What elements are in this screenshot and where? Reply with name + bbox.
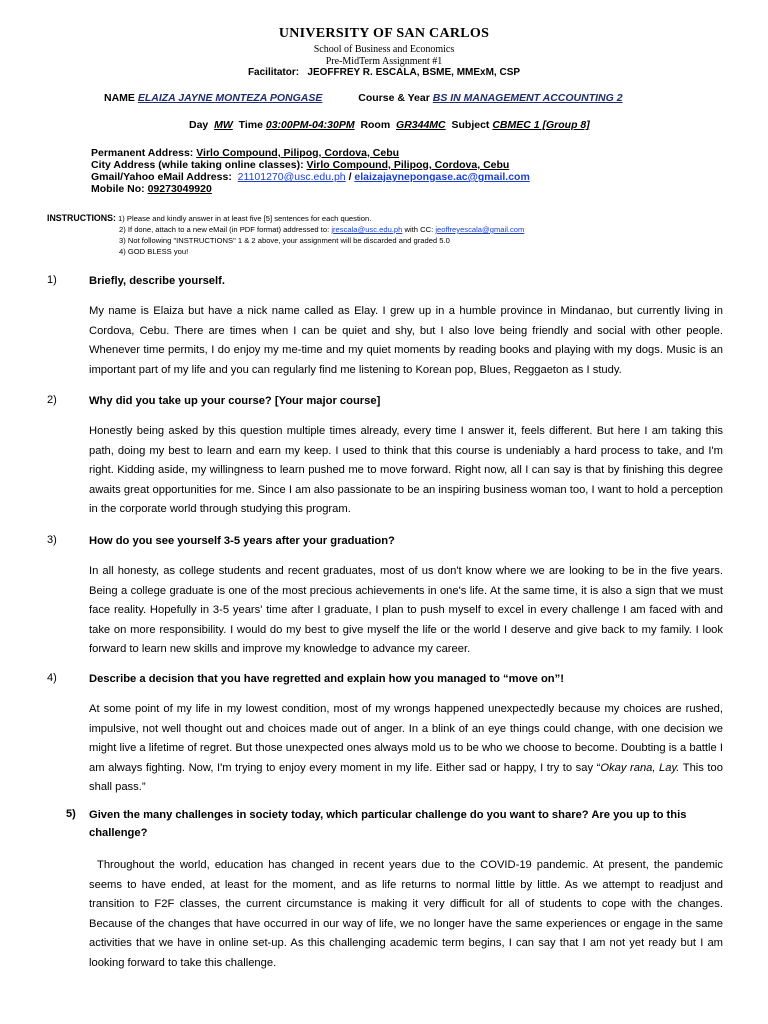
instructions-label: INSTRUCTIONS: — [47, 213, 116, 223]
name-course-line — [104, 92, 623, 104]
time-value: 03:00PM-04:30PM — [265, 119, 355, 131]
facilitator-line — [0, 67, 768, 78]
answer-text: In all honesty, as college students and recent graduates, most of us don't know where we are looking to be in the five years. Being a college graduate is one of the most precious achievements in one's life. At the same time, it is also a sign that we must face reality. Hopefully in 3-5 years' time after I graduate, I plan to push myself to excel in every challenge I am faced with and take on more responsibility. I would do my best to give myself the life or the world I deserve and give back to my family. I look forward to learn new skills and improve my knowledge to advance my career. — [89, 565, 723, 655]
question-text: Given the many challenges in society today, which particular challenge do you want to share? Are you up to this challenge? — [89, 809, 687, 839]
time-label: Time — [238, 119, 263, 131]
university-title: UNIVERSITY OF SAN CARLOS — [278, 26, 490, 41]
facilitator-label: Facilitator: — [247, 67, 300, 78]
room-label: Room — [360, 119, 391, 131]
question-number: 5) — [66, 808, 76, 820]
school-name: School of Business and Economics — [313, 44, 455, 55]
instructions-block — [47, 213, 524, 257]
city-address-line — [91, 159, 509, 171]
question-text: Why did you take up your course? [Your major course] — [89, 395, 381, 407]
course-label: Course & Year — [358, 92, 430, 104]
email-link-2[interactable]: elaizajaynepongase.ac@gmail.com — [354, 171, 530, 183]
email-link-1[interactable]: 21101270@usc.edu.ph — [237, 171, 346, 183]
instruction-row-1 — [47, 213, 524, 224]
subject-label: Subject — [451, 119, 490, 131]
answer-text — [89, 700, 723, 798]
permanent-address-label: Permanent Address: — [91, 147, 194, 159]
answer-text: Honestly being asked by this question multiple times already, every time I answer it, feels different. But here I am taking this path, doing my best to learn and earn my keep. I used to think that this course is undeniably a hard process to take, and I'm right. Kidding aside, my willingness to learn pushed me to move forward. Right now, all I can say is that by finishing this degree awaits great opportunities for me. Since I am also passionate to be an inspiring business woman too, I want to hold a perception in the corporate world through studying this program. — [89, 425, 723, 515]
question-number: 2) — [47, 394, 57, 406]
question-text: How do you see yourself 3-5 years after your graduation? — [89, 535, 395, 547]
room-value: GR344MC — [396, 119, 446, 131]
instruction-2a: 2) If done, attach to a new eMail (in PDF format) addressed to: — [119, 225, 330, 234]
mobile-value: 09273049920 — [147, 183, 212, 195]
email-separator: / — [348, 171, 352, 183]
mobile-label: Mobile No: — [91, 183, 145, 195]
answer-italic-quote: Okay rana, Lay. — [600, 761, 680, 774]
schedule-line — [189, 119, 590, 131]
course-value: BS IN MANAGEMENT ACCOUNTING 2 — [432, 92, 623, 104]
email-line — [91, 171, 530, 183]
answer-text: Throughout the world, education has changed in recent years due to the COVID-19 pandemic. At present, the pandemic seems to have ended, at least for the moment, and as life returns to normal little by little. As we attempt to readjust and transition to F2F classes, the current circumstance is making it very difficult for all of students to cope with the changes. Because of the changes that have occurred in our way of life, we no longer have the same experiences or engage in the same activities that we have in online set-up. As this challenging academic term begins, I can say that I am not yet ready but I am looking forward to take this challenge. — [89, 859, 723, 969]
question-text: Briefly, describe yourself. — [89, 275, 225, 287]
city-address-label: City Address (while taking online classes): — [91, 159, 304, 171]
day-label: Day — [189, 119, 209, 131]
question-number: 1) — [47, 274, 57, 286]
student-name: ELAIZA JAYNE MONTEZA PONGASE — [137, 92, 323, 104]
instruction-cc-link[interactable]: jeoffreyescala@gmail.com — [435, 225, 525, 234]
facilitator-name: JEOFFREY R. ESCALA, BSME, MMExM, CSP — [307, 67, 521, 78]
instruction-email-link[interactable]: jrescala@usc.edu.ph — [331, 225, 403, 234]
mobile-line — [91, 183, 212, 195]
city-address-value: Virlo Compound, Pilipog, Cordova, Cebu — [306, 159, 510, 171]
email-label: Gmail/Yahoo eMail Address: — [91, 171, 232, 183]
instruction-1: 1) Please and kindly answer in at least five [5] sentences for each question. — [118, 214, 372, 223]
subject-value: CBMEC 1 [Group 8] — [492, 119, 590, 131]
answer-text-part: At some point of my life in my lowest condition, most of my wrongs happened unexpectedly because my choices are rushed, impulsive, not well thought out and choices made out of anger. In a blink of an eye things could change, with one decision we might live a lifetime of regret. But those unexpected ones always mold us to be who we choose to become. Doubting is a battle I am always fighting. Now, I'm trying to enjoy every moment in my life. Either sad or happy, I try to say “ — [89, 703, 723, 774]
question-number: 3) — [47, 534, 57, 546]
day-value: MW — [214, 119, 233, 131]
question-text: Describe a decision that you have regretted and explain how you managed to “move on”! — [89, 673, 564, 685]
answer-text: My name is Elaiza but have a nick name called as Elay. I grew up in a humble province in Mindanao, but currently living in Cordova, Cebu. There are times when I can be quiet and shy, but I also love being friendly and social with other people. Whenever time permits, I do enjoy my me-time and my quiet moments by reading books and playing with my dogs. Music is an important part of my life and you can regularly find me listening to Korean pop, Blues, Reggaeton as I study. — [89, 305, 723, 376]
assignment-title: Pre-MidTerm Assignment #1 — [325, 56, 443, 67]
name-label: NAME — [104, 92, 135, 104]
instruction-2b: with CC: — [404, 225, 434, 234]
answer-text-part: This too shall pass.” — [89, 761, 723, 793]
permanent-address-line — [91, 147, 399, 159]
instruction-3: 3) Not following "INSTRUCTIONS" 1 & 2 above, your assignment will be discarded and graded 5.0 — [119, 236, 450, 245]
instruction-4: 4) GOD BLESS you! — [119, 247, 189, 256]
permanent-address-value: Virlo Compound, Pilipog, Cordova, Cebu — [196, 147, 400, 159]
question-number: 4) — [47, 672, 57, 684]
instruction-row-2 — [47, 224, 524, 235]
